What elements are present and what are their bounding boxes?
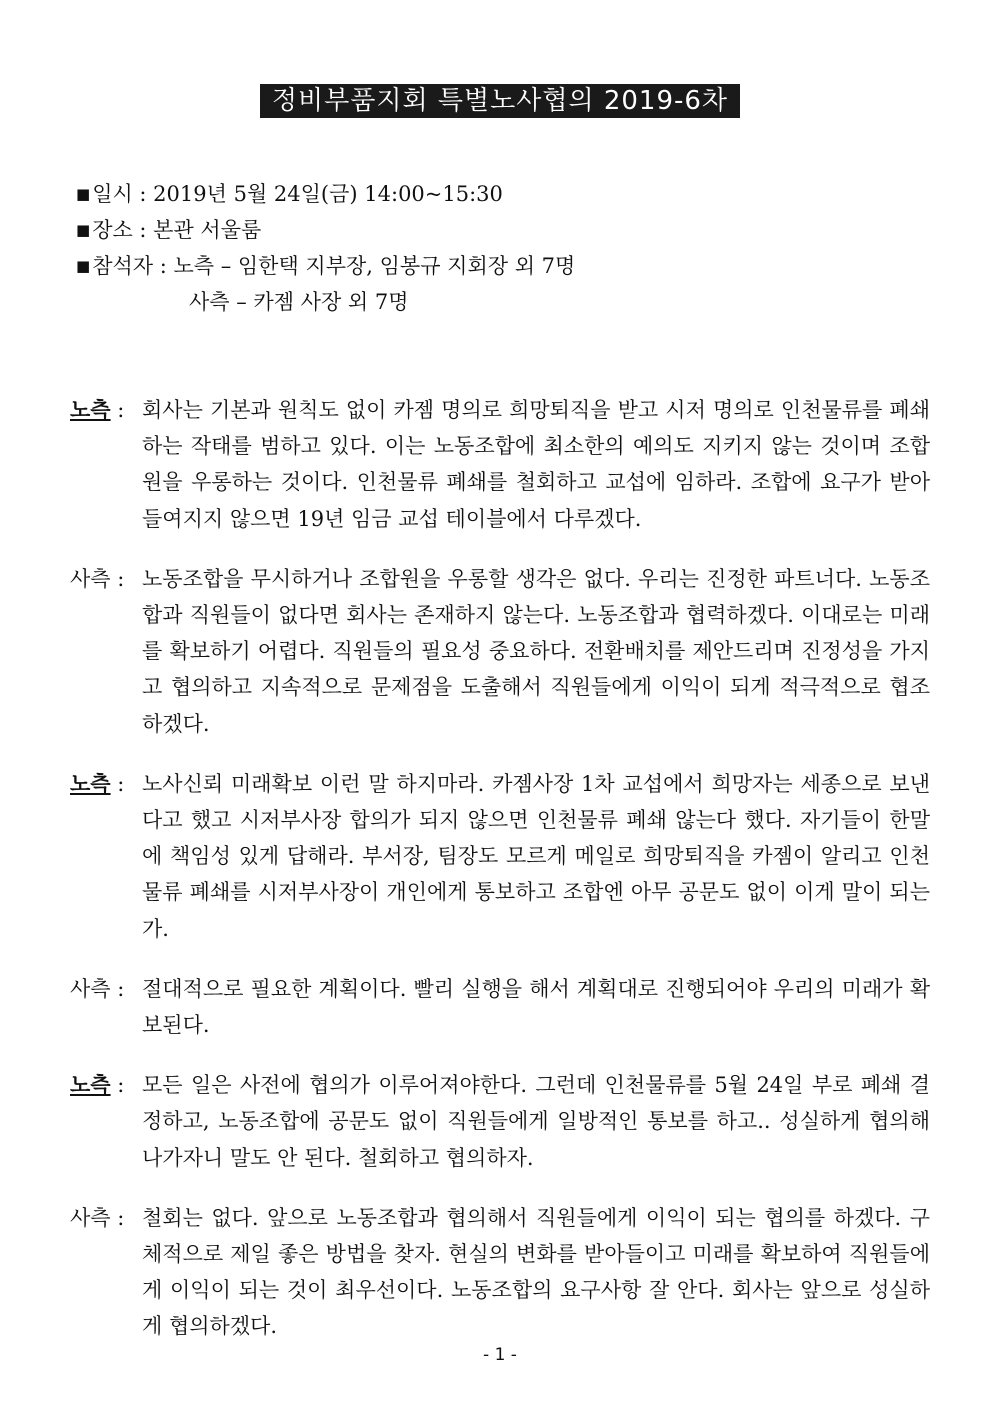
statement-text: 모든 일은 사전에 협의가 이루어져야한다. 그런데 인천물류를 5월 24일 부로 폐쇄 결정하고, 노동조합에 공문도 없이 직원들에게 일방적인 통보를 하고.. 성실하게 협의해 나가자니 말도 안 된다. 철회하고 협의하자. bbox=[142, 1073, 930, 1170]
attendees-management: 사측 – 카젬 사장 외 7명 bbox=[189, 290, 409, 314]
speaker-label-labor: 노측 bbox=[70, 770, 111, 796]
speaker-separator: : bbox=[110, 566, 125, 591]
speaker bbox=[70, 561, 142, 742]
speaker-separator: : bbox=[110, 771, 125, 796]
attendees-management-line bbox=[76, 284, 575, 320]
statement-text: 회사는 기본과 원칙도 없이 카젬 명의로 희망퇴직을 받고 시저 명의로 인천물류를 폐쇄하는 작태를 범하고 있다. 이는 노동조합에 최소한의 예의도 지키지 않는 것이며 조합원을 우롱하는 것이다. 인천물류 폐쇄를 철회하고 교섭에 임하라. 조합에 요구가 받아들여지지 않으면 19년 임금 교섭 테이블에서 다루겠다. bbox=[142, 398, 930, 531]
speaker-label-management: 사측 bbox=[70, 1205, 111, 1230]
meeting-place-line bbox=[76, 212, 575, 248]
speaker bbox=[70, 766, 142, 947]
square-bullet-icon: ■ bbox=[76, 185, 91, 203]
statement-text: 노사신뢰 미래확보 이런 말 하지마라. 카젬사장 1차 교섭에서 희망자는 세종으로 보낸다고 했고 시저부사장 합의가 되지 않으면 인천물류 폐쇄 않는다 했다. 자기들이 한말에 책임성 있게 답해라. 부서장, 팀장도 모르게 메일로 희망퇴직을 카젬이 알리고 인천물류 폐쇄를 시저부사장이 개인에게 통보하고 조합엔 아무 공문도 없이 이게 말이 되는가. bbox=[142, 771, 930, 941]
statement-block bbox=[70, 971, 930, 1043]
square-bullet-icon: ■ bbox=[76, 221, 91, 239]
speaker-label-management: 사측 bbox=[70, 566, 111, 591]
statement-block bbox=[70, 1200, 930, 1345]
speaker-label-labor: 노측 bbox=[70, 397, 111, 422]
title-area bbox=[0, 84, 1000, 118]
meeting-date-line bbox=[76, 176, 575, 212]
meeting-date: 일시 : 2019년 5월 24일(금) 14:00~15:30 bbox=[92, 182, 503, 206]
statement-block bbox=[70, 766, 930, 947]
meeting-info bbox=[76, 176, 575, 320]
statement-text: 노동조합을 무시하거나 조합원을 우롱할 생각은 없다. 우리는 진정한 파트너다. 노동조합과 직원들이 없다면 회사는 존재하지 않는다. 노동조합과 협력하겠다. 이대로는 미래를 확보하기 어렵다. 직원들의 필요성 중요하다. 전환배치를 제안드리며 진정성을 가지고 협의하고 지속적으로 문제점을 도출해서 직원들에게 이익이 되게 적극적으로 협조하겠다. bbox=[142, 566, 930, 736]
statement-block bbox=[70, 1067, 930, 1176]
minutes-body bbox=[70, 392, 930, 1345]
speaker-separator: : bbox=[110, 398, 125, 422]
speaker bbox=[70, 971, 142, 1043]
page-number: - 1 - bbox=[483, 1345, 517, 1365]
meeting-place: 장소 : 본관 서울룸 bbox=[92, 218, 262, 242]
statement-text: 철회는 없다. 앞으로 노동조합과 협의해서 직원들에게 이익이 되는 협의를 하겠다. 구체적으로 제일 좋은 방법을 찾자. 현실의 변화를 받아들이고 미래를 확보하여 직원들에게 이익이 되는 것이 최우선이다. 노동조합의 요구사항 잘 안다. 회사는 앞으로 성실하게 협의하겠다. bbox=[142, 1205, 930, 1339]
attendees-labor: 참석자 : 노측 – 임한택 지부장, 임봉규 지회장 외 7명 bbox=[92, 254, 576, 278]
speaker-separator: : bbox=[110, 1205, 125, 1230]
statement-block bbox=[70, 392, 930, 537]
statement-block bbox=[70, 561, 930, 742]
speaker-label-management: 사측 bbox=[70, 976, 111, 1001]
statement-text: 절대적으로 필요한 계획이다. 빨리 실행을 해서 계획대로 진행되어야 우리의 미래가 확보된다. bbox=[142, 976, 930, 1038]
speaker-label-labor: 노측 bbox=[70, 1072, 111, 1098]
speaker-separator: : bbox=[110, 1073, 125, 1098]
attendees-labor-line bbox=[76, 248, 575, 284]
speaker-separator: : bbox=[110, 976, 125, 1001]
document-title: 정비부품지회 특별노사협의 2019-6차 bbox=[260, 84, 740, 118]
speaker bbox=[70, 392, 142, 537]
speaker bbox=[70, 1067, 142, 1176]
speaker bbox=[70, 1200, 142, 1345]
square-bullet-icon: ■ bbox=[76, 257, 91, 275]
